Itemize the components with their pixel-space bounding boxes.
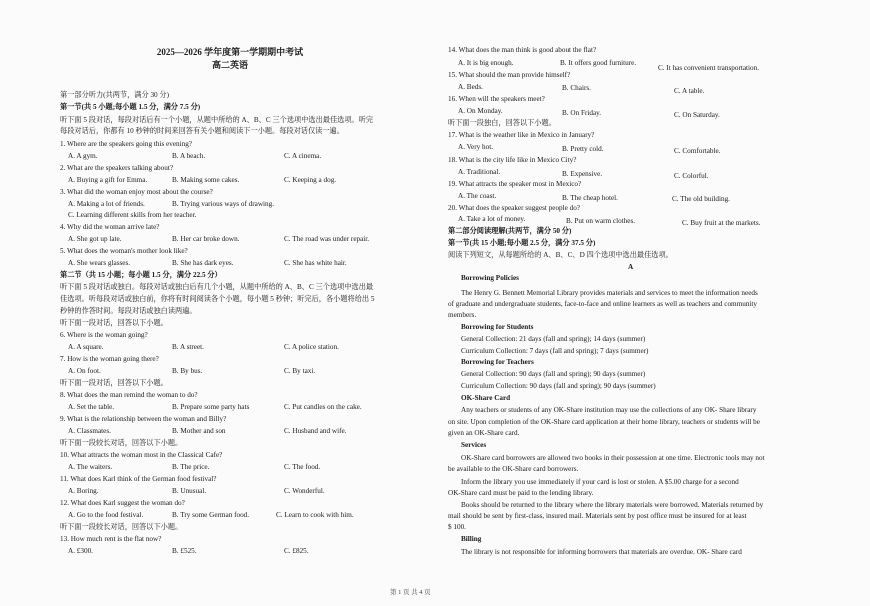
- subheading: Services: [461, 441, 487, 449]
- passage-text: given an OK-Share card.: [448, 429, 520, 437]
- option: C. Comfortable.: [674, 147, 721, 155]
- option: B. By bus.: [172, 367, 203, 375]
- listen-instruction: 听下面一段对话，回答以下小题。: [60, 379, 168, 387]
- option: A. On Monday.: [458, 107, 503, 115]
- passage-text: Inform the library you use immediately if your card is lost or stolen. A $5.00 charge for a second: [461, 478, 739, 486]
- option: A. £300.: [68, 547, 93, 555]
- question: 15. What should the man provide himself?: [448, 71, 571, 79]
- passage-text: OK-Share card must be paid to the lending library.: [448, 489, 594, 497]
- question: 3. What did the woman enjoy most about the course?: [60, 188, 213, 196]
- option: C. On Saturday.: [674, 111, 720, 119]
- instructions: 秒钟的作答时间。每段对话或独白读两遍。: [60, 307, 197, 315]
- part-heading: 第二部分阅读理解(共两节，满分 50 分): [448, 227, 572, 235]
- option: C. £825.: [284, 547, 309, 555]
- question: 11. What does Karl think of the German food festival?: [60, 475, 217, 483]
- option: B. She has dark eyes.: [172, 259, 234, 267]
- question: 2. What are the speakers talking about?: [60, 164, 174, 172]
- question: 9. What is the relationship between the woman and Billy?: [60, 415, 227, 423]
- page-footer: 第 1 页 共 4 页: [390, 589, 431, 596]
- question: 8. What does the man remind the woman to do?: [60, 391, 198, 399]
- option: A. Traditional.: [458, 168, 501, 176]
- listen-instruction: 听下面一段较长对话，回答以下小题。: [60, 523, 183, 531]
- question: 12. What does Karl suggest the woman do?: [60, 499, 185, 507]
- option: C. A police station.: [284, 343, 339, 351]
- option: C. Buy fruit at the markets.: [682, 219, 761, 227]
- option: B. The price.: [172, 463, 210, 471]
- option: C. A table.: [674, 87, 705, 95]
- option: B. A street.: [172, 343, 204, 351]
- subheading: OK-Share Card: [461, 394, 511, 402]
- option: C. It has convenient transportation.: [658, 64, 760, 72]
- listen-instruction: 听下面一段较长对话，回答以下小题。: [60, 439, 183, 447]
- question: 4. Why did the woman arrive late?: [60, 223, 160, 231]
- option: A. On foot.: [68, 367, 101, 375]
- question: 1. Where are the speakers going this evening?: [60, 140, 192, 148]
- section-heading: 第一节(共 5 小题;每小题 1.5 分，满分 7.5 分): [60, 103, 201, 111]
- option: A. Beds.: [458, 83, 483, 91]
- question: 18. What is the city life like in Mexico City?: [448, 156, 577, 164]
- passage-text: Any teachers or students of any OK-Share institution may use the collections of any OK- Share library: [461, 406, 757, 414]
- option: A. Boring.: [68, 487, 99, 495]
- exam-subject: 高二英语: [211, 60, 248, 70]
- option: B. Expensive.: [562, 170, 603, 178]
- passage-label: A: [628, 263, 634, 271]
- instructions: 佳选项。听每段对话或独白前，你将有时间阅读各个小题，每小题 5 秒钟；听完后，各小题将给出 5: [60, 295, 375, 303]
- passage-text: OK-Share card borrowers are allowed two books in their possession at one time. Electronic tools may not: [461, 454, 765, 462]
- passage-text: on site. Upon completion of the OK-Share card application at their home library, teachers or students will be: [448, 418, 760, 426]
- listen-instruction: 听下面一段独白，回答以下小题。: [448, 119, 556, 127]
- question: 19. What attracts the speaker most in Mexico?: [448, 180, 582, 188]
- instructions: 听下面 5 段对话，每段对话后有一个小题，从题中所给的 A、B、C 三个选项中选出最佳选项。听完: [60, 116, 374, 124]
- passage-text: of graduate and undergraduate students, face-to-face and online learners as well as teachers and community: [448, 300, 757, 308]
- option: B. On Friday.: [562, 109, 602, 117]
- question: 7. How is the woman going there?: [60, 355, 159, 363]
- passage-heading: Borrowing Policies: [461, 274, 519, 282]
- instructions: 听下面 5 段对话或独白。每段对话或独白后有几个小题，从题中所给的 A、B、C 三个选项中选出最: [60, 283, 374, 291]
- subheading: Borrowing for Students: [461, 323, 534, 331]
- option: B. The cheap hotel.: [562, 194, 618, 202]
- option: A. The coast.: [458, 192, 497, 200]
- option: A. A gym.: [68, 152, 98, 160]
- section-heading: 第二节（共 15 小题；每小题 1.5 分，满分 22.5 分）: [60, 271, 222, 279]
- option: C. She has white hair.: [284, 259, 347, 267]
- passage-text: The library is not responsible for informing borrowers that materials are overdue. OK- Share card: [461, 548, 742, 556]
- passage-text: be available to the OK-Share card borrowers.: [448, 465, 579, 473]
- passage-text: The Henry G. Bennett Memorial Library provides materials and services to meet the information needs: [461, 289, 758, 297]
- option: A. A square.: [68, 343, 104, 351]
- option: A. Take a lot of money.: [458, 215, 526, 223]
- option: C. Learn to cook with him.: [276, 511, 354, 519]
- option: A. Buying a gift for Emma.: [68, 176, 148, 184]
- part-heading: 第一部分听力(共两节，满分 30 分): [60, 91, 170, 99]
- option: A. Making a lot of friends.: [68, 200, 145, 208]
- option: C. A cinema.: [284, 152, 322, 160]
- option: B. Prepare some party hats: [172, 403, 250, 411]
- option: B. Try some German food.: [172, 511, 250, 519]
- subheading: Billing: [461, 535, 482, 543]
- option: B. A beach.: [172, 152, 206, 160]
- option: A. Go to the food festival.: [68, 511, 144, 519]
- passage-text: $ 100.: [448, 523, 466, 531]
- listen-instruction: 听下面一段对话，回答以下小题。: [60, 319, 168, 327]
- option: B. Trying various ways of drawing.: [172, 200, 275, 208]
- question: 14. What does the man think is good about the flat?: [448, 46, 597, 54]
- question: 6. Where is the woman going?: [60, 331, 148, 339]
- option: A. She wears glasses.: [68, 259, 131, 267]
- option: A. Very hot.: [458, 143, 494, 151]
- option: C. The road was under repair.: [284, 235, 370, 243]
- instructions: 每段对话后，你都有 10 秒钟的时间来回答有关小题和阅读下一小题。每段对话仅读一遍。: [60, 127, 344, 135]
- question: 10. What attracts the woman most in the Classical Cafe?: [60, 451, 223, 459]
- option: B. Pretty cold.: [562, 145, 604, 153]
- question: 17. What is the weather like in Mexico in January?: [448, 131, 595, 139]
- question: 16. When will the speakers meet?: [448, 95, 545, 103]
- passage-text: mail should be sent by first-class, insured mail. Materials sent by post office must be insured for at least: [448, 512, 747, 520]
- option: B. Put on warm clothes.: [566, 217, 636, 225]
- passage-text: General Collection: 90 days (fall and spring); 90 days (summer): [461, 370, 646, 378]
- option: C. Learning different skills from her teacher.: [68, 211, 197, 219]
- option: B. Her car broke down.: [172, 235, 240, 243]
- option: A. She got up late.: [68, 235, 122, 243]
- instructions: 阅读下列短文，从每题所给的 A、B、C、D 四个选项中选出最佳选项。: [448, 251, 673, 259]
- option: B. Unusual.: [172, 487, 207, 495]
- option: C. The food.: [284, 463, 321, 471]
- option: B. Making some cakes.: [172, 176, 240, 184]
- passage-text: Curriculum Collection: 90 days (fall and spring); 90 days (summer): [461, 382, 656, 390]
- option: C. Put candles on the cake.: [284, 403, 362, 411]
- option: B. Mother and son: [172, 427, 226, 435]
- option: A. Classmates.: [68, 427, 111, 435]
- option: A. Set the table.: [68, 403, 115, 411]
- passage-text: Books should be returned to the library where the library materials were borrowed. Materials returned by: [461, 501, 764, 509]
- option: C. Wonderful.: [284, 487, 325, 495]
- option: C. The old building.: [672, 195, 730, 203]
- option: B. It offers good furniture.: [560, 59, 637, 67]
- passage-text: Curriculum Collection: 7 days (fall and spring); 7 days (summer): [461, 347, 649, 355]
- section-heading: 第一节(共 15 小题;每小题 2.5 分，满分 37.5 分): [448, 239, 596, 247]
- option: B. £525.: [172, 547, 197, 555]
- passage-text: members.: [448, 311, 477, 319]
- passage-text: General Collection: 21 days (fall and spring); 14 days (summer): [461, 335, 646, 343]
- option: B. Chairs.: [562, 84, 591, 92]
- option: C. By taxi.: [284, 367, 316, 375]
- option: A. The waiters.: [68, 463, 113, 471]
- subheading: Borrowing for Teachers: [461, 358, 534, 366]
- question: 20. What does the speaker suggest people do?: [448, 204, 580, 212]
- question: 13. How much rent is the flat now?: [60, 535, 162, 543]
- question: 5. What does the woman's mother look like?: [60, 247, 188, 255]
- option: A. It is big enough.: [458, 59, 514, 67]
- option: C. Keeping a dog.: [284, 176, 337, 184]
- option: C. Colorful.: [674, 172, 709, 180]
- exam-title: 2025—2026 学年度第一学期期中考试: [156, 47, 304, 57]
- option: C. Husband and wife.: [284, 427, 347, 435]
